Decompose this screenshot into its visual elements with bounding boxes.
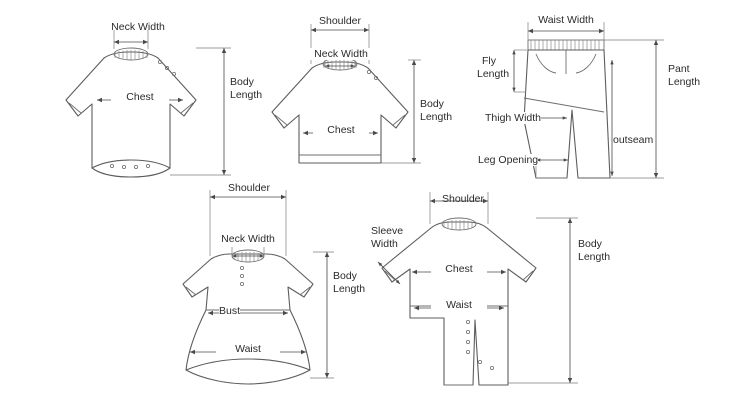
label-neck-width-dress: Neck Width (221, 233, 275, 245)
label-sleeve-width-line1: Sleeve (371, 225, 404, 237)
label-shoulder-dress: Shoulder (227, 182, 271, 194)
label-chest-sweater: Chest (313, 124, 369, 136)
label-bust-dress: Bust (219, 305, 241, 317)
label-body-length-dress-line1: Body (333, 270, 357, 282)
label-shoulder-sweater: Shoulder (318, 15, 362, 27)
label-neck-width-sweater: Neck Width (307, 48, 375, 60)
label-leg-opening-pants: Leg Opening (478, 154, 539, 166)
label-waist-dress: Waist (216, 343, 280, 355)
label-body-length-romper-line1: Body (578, 238, 602, 250)
label-sleeve-width-line2: Width (371, 238, 398, 250)
label-body-length-bodysuit-line1: Body (230, 76, 254, 88)
label-body-length-bodysuit-line2: Length (230, 89, 263, 101)
label-pant-length-line1: Pant (668, 63, 690, 75)
label-fly-length-line1: Fly (482, 55, 496, 67)
label-outseam-pants: outseam (613, 134, 654, 146)
label-body-length-sweater-line2: Length (420, 111, 453, 123)
label-chest-bodysuit: Chest (111, 91, 169, 103)
label-body-length-romper-line2: Length (578, 251, 611, 263)
label-waist-romper: Waist (431, 299, 487, 311)
figure-sweater (272, 24, 421, 163)
label-pant-length-line2: Length (668, 76, 701, 88)
label-chest-romper: Chest (431, 263, 487, 275)
figure-romper (378, 192, 578, 385)
label-fly-length-line2: Length (477, 68, 510, 80)
label-body-length-sweater-line1: Body (420, 98, 444, 110)
label-thigh-width-pants: Thigh Width (485, 112, 542, 124)
figure-bodysuit (66, 30, 231, 177)
label-neck-width-bodysuit: Neck Width (111, 21, 165, 33)
label-shoulder-romper: Shoulder (441, 193, 485, 205)
label-waist-width-pants: Waist Width (538, 14, 594, 26)
label-body-length-dress-line2: Length (333, 283, 366, 295)
